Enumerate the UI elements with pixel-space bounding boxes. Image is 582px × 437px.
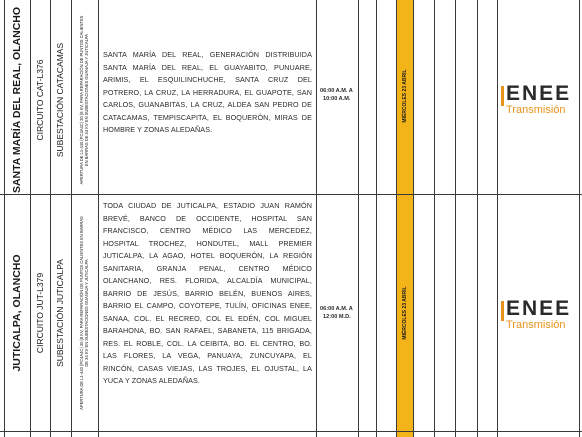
schedule-cell xyxy=(320,87,358,103)
grid-line xyxy=(396,0,397,437)
logo-wordmark: ENEE xyxy=(506,82,572,105)
circuit-cell: CIRCUITO CAT-L376 xyxy=(35,59,45,141)
substation-cell: SUBESTACIÓN JUTICALPA xyxy=(55,259,65,367)
work-description-cell xyxy=(79,13,89,188)
logo-subtitle: Transmisión xyxy=(506,104,566,116)
grid-line xyxy=(30,0,31,437)
substation-cell: SUBESTACIÓN CATACAMAS xyxy=(55,42,65,158)
enee-logo xyxy=(501,297,579,333)
grid-line xyxy=(50,0,51,437)
schedule-end: 12:00 M.D. xyxy=(323,314,351,320)
grid-line xyxy=(455,0,456,437)
date-band xyxy=(396,0,413,437)
location-cell: JUTICALPA, OLANCHO xyxy=(11,254,23,372)
grid-line xyxy=(477,0,478,437)
grid-line xyxy=(413,0,414,437)
grid-line xyxy=(434,0,435,437)
circuit-cell: CIRCUITO JUT-L379 xyxy=(35,272,45,354)
affected-areas-cell: TODA CIUDAD DE JUTICALPA, ESTADIO JUAN RAMÓN BREVÉ, BANCO DE OCCIDENTE, HOSPITAL SAN FRANCISCO, CENTRO MÉDICO LAS MERCEDEZ, HOSPITAL TROCHEZ, HONDUTEL, MALL PREMIER JUTICALPA, LA AGAO, HOTEL BOQUERÓN, LA REGIÓN SANITARIA, GRANJA PENAL, CENTRO MÉDICO OLANCHANO, RES. FLORIDA, ALCALDÍA MUNICIPAL, BARRIO DE JESÚS, BARRIO BELÉN, BUENOS AIRES, BARRIO EL CAMPO, COYOTEPE, TULÍN, OFICINAS ENEE, SANAA, COL. EL RECREO, COL EL EDÉN, COL MIGUEL BARAHONA, BO. SAN RAFAEL, SABANETA, 115 BRIGADA, RES. EL ROBLE, COL. LA CEIBITA, BO. EL CENTRO, BO. LAS FLORES, LA VEGA, PANUAYA, ZUNCUYAPA, EL RINCÓN, CASAS VIEJAS, LAS TROJES, EL OJUSTAL, LA YUCA Y ZONAS ALEDAÑAS. xyxy=(103,201,312,385)
work-description-cell xyxy=(79,213,89,413)
grid-line xyxy=(579,0,580,437)
work-description-text: APERTURA DE L1-440 (PC4A4C) 30 (8 KV, PARA REPARACIÓN DE PUNTOS CALIENTES EN BARRAS DE 34 KV EN SUBESTACIONES GUANAJA Y JUTICALPA xyxy=(79,216,89,410)
enee-logo xyxy=(501,82,579,118)
date-cell: MIÉRCOLES 23 ABRIL xyxy=(401,69,408,123)
grid-line xyxy=(98,0,99,437)
grid-line xyxy=(71,0,72,437)
logo-subtitle: Transmisión xyxy=(506,319,566,331)
schedule-end: 10:00 A.M. xyxy=(323,96,351,102)
grid-line xyxy=(358,0,359,437)
affected-areas-cell: SANTA MARÍA DEL REAL, GENERACIÓN DISTRIBUIDA SANTA MARÍA DEL REAL, EL GUAYABITO, PUNUARE, ARIMIS, EL ESQUILINCHUCHE, SANTA CRUZ DEL POTRERO, LA CRUZ, LA HERRADURA, EL GUAPOTE, SAN CARLOS, GUANABITAS, LA CRUZ, ALDEA SAN PEDRO DE CATACAMAS, TEMPISCAPITA, EL BOQUERÓN, MIRAS DE HOMBRE Y ZONAS ALEDAÑAS. xyxy=(103,50,312,134)
grid-line xyxy=(376,0,377,437)
schedule-cell xyxy=(320,305,358,321)
logo-wordmark: ENEE xyxy=(506,297,572,320)
work-description-text: APERTURA DE L1-440 (PC4A4C) 30 (8 KV, PARA REPARACIÓN DE PUNTOS CALIENTES EN BARRAS DE 34 KV EN SUBESTACIONES GUANAJA Y JUTICALPA xyxy=(79,15,89,185)
grid-line xyxy=(497,0,498,437)
logo-bar xyxy=(501,301,504,321)
schedule-start: 06:00 A.M. A xyxy=(320,88,353,94)
grid-line xyxy=(316,0,317,437)
grid-line xyxy=(0,431,582,432)
grid-line xyxy=(0,194,582,195)
logo-bar xyxy=(501,86,504,106)
location-cell: SANTA MARÍA DEL REAL, OLANCHO xyxy=(11,6,23,194)
grid-line xyxy=(4,0,5,437)
date-cell: MIÉRCOLES 23 ABRIL xyxy=(401,286,408,340)
schedule-start: 06:00 A.M. A xyxy=(320,306,353,312)
